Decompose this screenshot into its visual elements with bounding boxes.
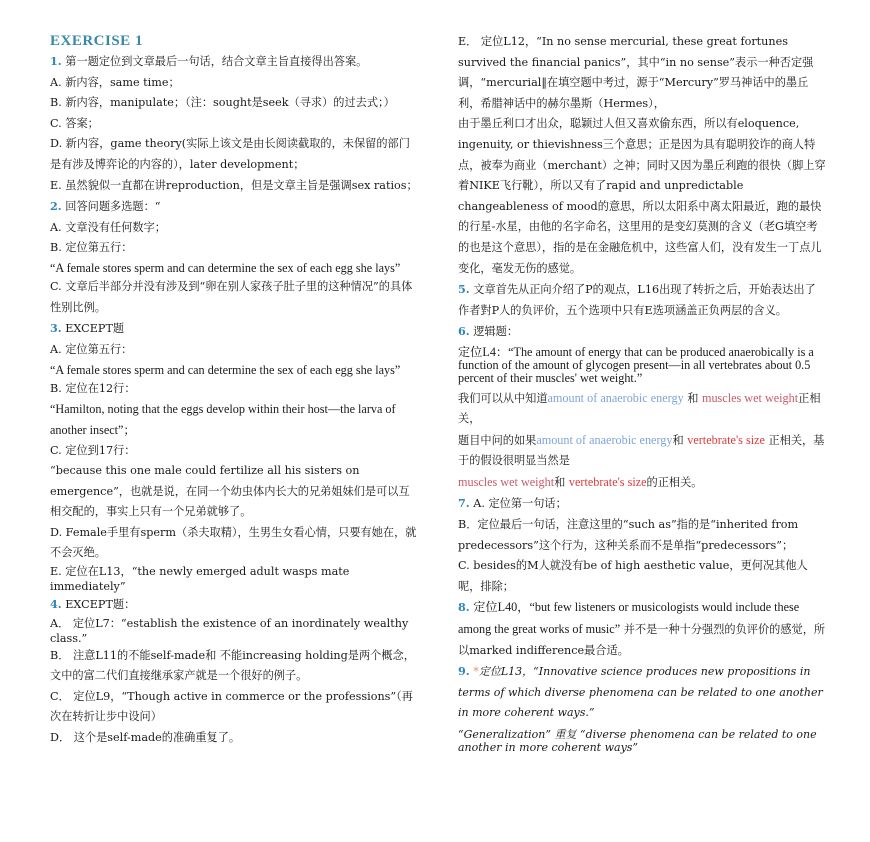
highlight-vertebrate-size: vertebrate's size <box>568 474 647 489</box>
q3-number: 3. <box>50 321 62 336</box>
highlight-muscles-wet-weight: muscles wet weight <box>701 390 799 405</box>
q7-number: 7. <box>458 496 470 511</box>
highlight-muscles-wet-weight: muscles wet weight <box>458 474 555 489</box>
q8-number: 8. <box>458 600 470 615</box>
q6-paragraph-1: 我们可以从中知道amount of anaerobic energy 和 muscles wet weight正相关， <box>458 390 821 426</box>
q4-option-d: D． 这个是self-made的准确重复了。 <box>50 731 241 745</box>
q3-option-a-quote: “A female stores sperm and can determine the sex of each egg she lays” <box>50 362 401 377</box>
right-column <box>458 32 826 754</box>
q1-option-a: A. 新内容，same time； <box>50 75 180 89</box>
q6-paragraph-2: 题目中问的如果amount of anaerobic energy和 vertebrate's size 正相关，基于的假设很明显当然是 <box>458 432 825 468</box>
q7-option-a: 7. A. 定位第一句话； <box>458 496 567 511</box>
q9-text: “Generalization” 重复 “diverse phenomena can be related to one another in more coherent ways” <box>458 728 817 755</box>
q9-quote: 9. *定位L13，“Innovative science produces new propositions in terms of which diverse phenomena can be related to one another in more coherent ways.” <box>458 664 823 720</box>
q3-option-c-quote: “because this one male could fertilize all his sisters on emergence”，也就是说，在同一个幼虫体内长大的兄弟姐妹们是可以互相交配的，事实上只有一个兄弟就够了。 <box>50 464 410 519</box>
q4-option-a: A． 定位L7：“establish the existence of an inordinately wealthy class.” <box>50 616 409 645</box>
q7-option-c: C. besides的M人就没有be of high aesthetic value，更何况其他人呢，排除； <box>458 559 808 593</box>
q6-intro: 6. 逻辑题： <box>458 324 519 339</box>
q1-number: 1. <box>50 54 62 68</box>
q3-option-b: B. 定位在12行： <box>50 381 136 395</box>
q3-intro: 3. EXCEPT题 <box>50 321 125 336</box>
q8-text: 8. 定位L40，“but few listeners or musicologists would include these among the great works of music” 并不是一种十分强烈的负评价的感觉，所以marked indifference最合适。 <box>458 600 826 657</box>
q2-option-c: C. 文章后半部分并没有涉及到“卵在别人家孩子肚子里的这种情况”的具体性别比例。 <box>50 280 413 314</box>
star-icon: * <box>473 665 479 679</box>
q4-option-e-explanation: 由于墨丘利口才出众，聪颖过人但又喜欢偷东西，所以有eloquence, ingenuity, or thievishness三个意思；正是因为具有聪明狡诈的商人特点，被奉为商业（merchant）之神；同时又因为墨丘利跑的很快（脚上穿着NIKE飞行靴），所以又有了rapid and unpredictable changeableness of mood的意思，所以太阳系中离太阳最近，跑的最快的行星-水星，由他的名字命名，这里用的是变幻莫测的含义（老G填空考的也是这个意思），指的是在金融危机中，这些富人们，没有发生一丁点儿变化，毫发无伤的感觉。 <box>458 117 826 275</box>
q5-number: 5. <box>458 282 470 297</box>
q4-option-c: C． 定位L9，“Though active in commerce or the professions”（再次在转折让步中设问） <box>50 689 413 724</box>
q4-intro: 4. EXCEPT题： <box>50 597 136 612</box>
q4-option-b: B． 注意L11的不能self-made和 不能increasing holding是两个概念，文中的富二代们直接继承家产就是一个很好的例子。 <box>50 648 415 683</box>
q2-option-b-quote: “A female stores sperm and can determine the sex of each egg she lays” <box>50 260 401 275</box>
q3-option-c: C. 定位到17行： <box>50 443 136 457</box>
q6-quote: 定位L4：“The amount of energy that can be produced anaerobically is a function of the amount of glycogen present—in all vertebrates about 0.5 percent of their muscles' wet weight.” <box>458 344 814 386</box>
q1-option-c: C. 答案； <box>50 116 99 130</box>
highlight-anaerobic-energy: amount of anaerobic energy <box>536 432 673 447</box>
q4-number: 4. <box>50 597 62 612</box>
q3-option-e: E. 定位在L13，“the newly emerged adult wasps mate immediately” <box>50 565 350 594</box>
q2-number: 2. <box>50 199 62 214</box>
q9-number: 9. <box>458 664 470 679</box>
highlight-anaerobic-energy: amount of anaerobic energy <box>547 390 684 405</box>
q1-option-e: E. 虽然貌似一直都在讲reproduction，但是文章主旨是强调sex ratios； <box>50 178 418 192</box>
q1-option-d: D. 新内容，game theory(实际上该文是由长阅读截取的，未保留的部门是有涉及博弈论的内容的），later development； <box>50 137 410 171</box>
q4-option-e: E． 定位L12，“In no sense mercurial, these great fortunes survived the financial panics”，其中“in no sense”表示一种否定强调，“mercurial‖在填空题中考过，源于“Mercury”罗马神话中的墨丘利，希腊神话中的赫尔墨斯（Hermes）， <box>458 35 814 110</box>
q2-intro: 2. 回答问题多选题：“ <box>50 199 161 214</box>
q2-option-b: B. 定位第五行： <box>50 241 133 255</box>
q1-intro: 1. 第一题定位到文章最后一句话，结合文章主旨直接得出答案。 <box>50 54 368 68</box>
q3-option-b-quote: “Hamilton, noting that the eggs develop within their host—the larva of another insect”； <box>50 402 396 437</box>
exercise-title: EXERCISE 1 <box>50 33 143 49</box>
q7-option-b: B．定位最后一句话，注意这里的“such as”指的是“inherited from predecessors”这个行为，这种关系而不是单指“predecessors”； <box>458 518 799 552</box>
left-column <box>50 32 420 749</box>
q3-option-a: A. 定位第五行： <box>50 342 133 356</box>
q2-option-a: A. 文章没有任何数字； <box>50 220 166 234</box>
q6-number: 6. <box>458 324 470 339</box>
q6-paragraph-3: muscles wet weight和 vertebrate's size的正相关。 <box>458 474 703 489</box>
highlight-vertebrate-size: vertebrate's size <box>687 432 765 447</box>
q3-option-d: D. Female手里有sperm（杀夫取精），生男生女看心情，只要有她在，就不会灭绝。 <box>50 525 417 560</box>
q1-option-b: B. 新内容，manipulate；（注：sought是seek（寻求）的过去式；） <box>50 96 395 110</box>
q5-text: 5. 文章首先从正向介绍了P的观点，L16出现了转折之后，开始表达出了作者對P人的负评价，五个选项中只有E选项涵盖正负两层的含义。 <box>458 282 816 317</box>
